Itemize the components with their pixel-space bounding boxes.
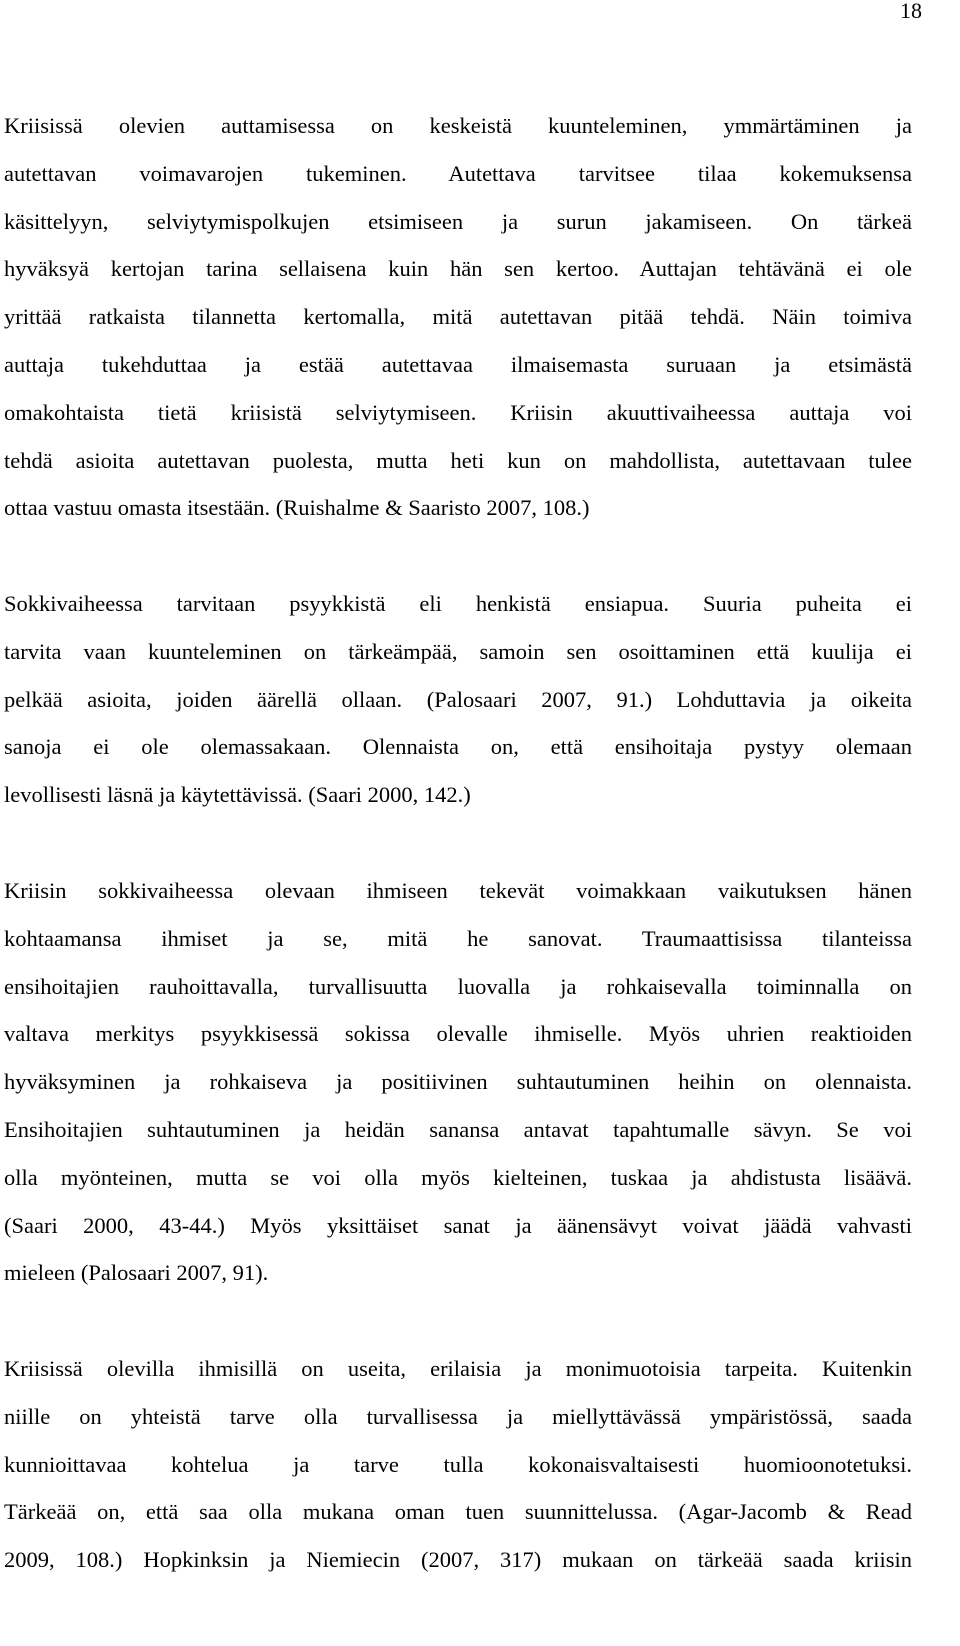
text-line: (Saari 2000, 43-44.) Myös yksittäiset sanat ja äänensävyt voivat jäädä vahvasti <box>4 1212 912 1238</box>
text-line: niille on yhteistä tarve olla turvallisessa ja miellyttävässä ympäristössä, saada <box>4 1403 912 1429</box>
text-line: Kriisissä olevien auttamisessa on keskeistä kuunteleminen, ymmärtäminen ja <box>4 113 912 138</box>
text-line: tehdä asioita autettavan puolesta, mutta heti kun on mahdollista, autettavaan tulee <box>4 447 912 473</box>
text-line: kunnioittavaa kohtelua ja tarve tulla kokonaisvaltaisesti huomioonotetuksi. <box>4 1451 912 1477</box>
text-line: mieleen (Palosaari 2007, 91). <box>4 1260 269 1286</box>
text-line: valtava merkitys psyykkisessä sokissa olevalle ihmiselle. Myös uhrien reaktioiden <box>4 1021 912 1047</box>
text-line: 2009, 108.) Hopkinksin ja Niemiecin (2007, 317) mukaan on tärkeää saada kriisin <box>4 1547 912 1573</box>
text-line: levollisesti läsnä ja käytettävissä. (Saari 2000, 142.) <box>4 782 471 808</box>
text-line: yrittää ratkaista tilannetta kertomalla, mitä autettavan pitää tehdä. Näin toimiva <box>4 304 912 330</box>
text-line: Ensihoitajien suhtautuminen ja heidän sanansa antavat tapahtumalle sävyn. Se voi <box>4 1116 912 1142</box>
text-line: omakohtaista tietä kriisistä selviytymiseen. Kriisin akuuttivaiheessa auttaja voi <box>4 399 912 425</box>
text-line: auttaja tukehduttaa ja estää autettavaa ilmaisemasta suruaan ja etsimästä <box>4 351 912 377</box>
text-line: Kriisissä olevilla ihmisillä on useita, erilaisia ja monimuotoisia tarpeita. Kuitenkin <box>4 1356 912 1381</box>
text-line: Kriisin sokkivaiheessa olevaan ihmiseen tekevät voimakkaan vaikutuksen hänen <box>4 878 912 903</box>
text-line: olla myönteinen, mutta se voi olla myös kielteinen, tuskaa ja ahdistusta lisäävä. <box>4 1164 912 1190</box>
text-line: autettavan voimavarojen tukeminen. Autettava tarvitsee tilaa kokemuksensa <box>4 160 912 186</box>
paragraph-1 <box>4 102 912 532</box>
text-line: hyväksyminen ja rohkaiseva ja positiivinen suhtautuminen heihin on olennaista. <box>4 1069 912 1095</box>
text-line: Tärkeää on, että saa olla mukana oman tuen suunnittelussa. (Agar-Jacomb & Read <box>4 1499 912 1525</box>
text-line: käsittelyyn, selviytymispolkujen etsimiseen ja surun jakamiseen. On tärkeä <box>4 208 912 234</box>
text-line: ottaa vastuu omasta itsestään. (Ruishalme & Saaristo 2007, 108.) <box>4 495 590 521</box>
paragraph-3 <box>4 867 912 1297</box>
paragraph-4 <box>4 1345 912 1584</box>
page-number: 18 <box>900 0 922 23</box>
text-line: tarvita vaan kuunteleminen on tärkeämpää, samoin sen osoittaminen että kuulija ei <box>4 638 912 664</box>
text-line: sanoja ei ole olemassakaan. Olennaista on, että ensihoitaja pystyy olemaan <box>4 734 912 760</box>
text-line: pelkää asioita, joiden äärellä ollaan. (Palosaari 2007, 91.) Lohduttavia ja oikeita <box>4 686 912 712</box>
text-line: Sokkivaiheessa tarvitaan psyykkistä eli henkistä ensiapua. Suuria puheita ei <box>4 591 912 616</box>
text-line: hyväksyä kertojan tarina sellaisena kuin hän sen kertoo. Auttajan tehtävänä ei ole <box>4 256 912 282</box>
paragraph-2 <box>4 580 912 819</box>
text-line: kohtaamansa ihmiset ja se, mitä he sanovat. Traumaattisissa tilanteissa <box>4 925 912 951</box>
text-line: ensihoitajien rauhoittavalla, turvallisuutta luovalla ja rohkaisevalla toiminnalla on <box>4 973 912 999</box>
